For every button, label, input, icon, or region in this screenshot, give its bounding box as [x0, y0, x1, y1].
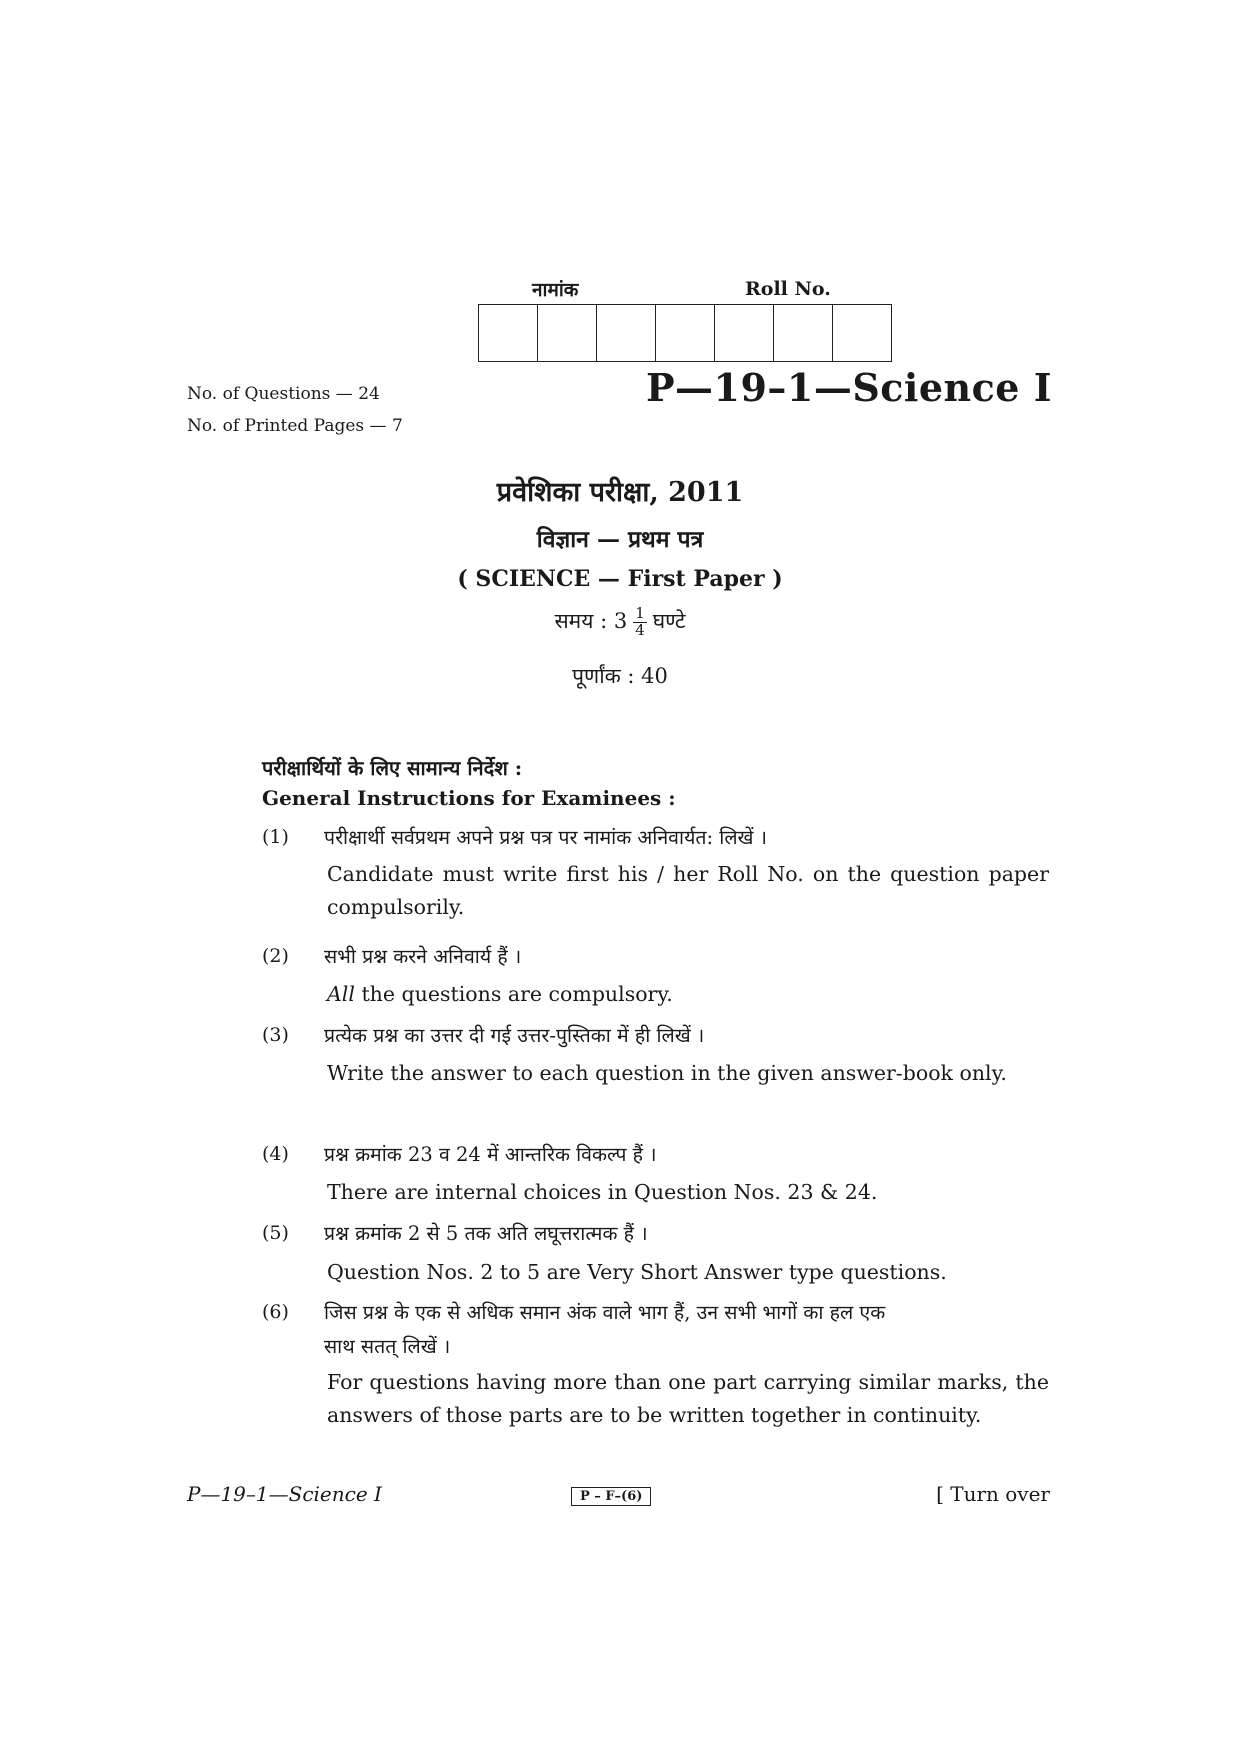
instruction-english — [327, 978, 1049, 1011]
instructions-heading-hindi: परीक्षार्थियों के लिए सामान्य निर्देश : — [262, 756, 523, 780]
exam-title: प्रवेशिका परीक्षा, 2011 — [496, 477, 744, 508]
max-marks: पूर्णांक : 40 — [572, 664, 668, 688]
time-fraction — [633, 606, 647, 639]
instruction-number: (4) — [262, 1143, 289, 1165]
roll-box[interactable] — [833, 305, 891, 361]
fraction-numerator: 1 — [635, 604, 645, 622]
roll-label-hindi: नामांक — [532, 279, 579, 301]
instruction-english: Candidate must write first his / her Roll No. on the question paper compulsorily. — [327, 862, 1049, 919]
instruction-english: There are internal choices in Question Nos. 23 & 24. — [327, 1180, 878, 1204]
roll-number-boxes — [478, 304, 892, 362]
roll-box[interactable] — [715, 305, 774, 361]
instruction-english-rest: the questions are compulsory. — [354, 982, 673, 1006]
roll-box[interactable] — [479, 305, 538, 361]
instruction-number: (1) — [262, 826, 289, 848]
instruction-number: (2) — [262, 945, 289, 967]
question-count: No. of Questions — 24 — [187, 384, 380, 404]
page-count: No. of Printed Pages — 7 — [187, 416, 403, 436]
turn-over-label: [ Turn over — [936, 1482, 1050, 1506]
footer-print-code: P – F–(6) — [571, 1487, 651, 1506]
instructions-heading-english: General Instructions for Examinees : — [262, 786, 676, 810]
instruction-number: (5) — [262, 1222, 289, 1244]
instruction-hindi: परीक्षार्थी सर्वप्रथम अपने प्रश्न पत्र पर नामांक अनिवार्यत: लिखें । — [324, 826, 768, 849]
instruction-english: Question Nos. 2 to 5 are Very Short Answer type questions. — [327, 1260, 947, 1284]
time-prefix: समय : 3 — [554, 608, 628, 633]
emphasis-text: All — [327, 982, 355, 1006]
instruction-english: Write the answer to each question in the given answer-book only. — [327, 1061, 1007, 1085]
instruction-number: (6) — [262, 1301, 289, 1323]
instruction-hindi: प्रत्येक प्रश्न का उत्तर दी गई उत्तर-पुस्तिका में ही लिखें । — [324, 1024, 705, 1047]
roll-box[interactable] — [597, 305, 656, 361]
time-suffix: घण्टे — [652, 608, 686, 633]
instruction-hindi: सभी प्रश्न करने अनिवार्य हैं । — [324, 945, 522, 968]
time-allowed — [0, 606, 1240, 639]
paper-code: P—19–1—Science I — [645, 365, 1052, 410]
fraction-denominator: 4 — [635, 620, 645, 639]
instruction-hindi: प्रश्न क्रमांक 23 व 24 में आन्तरिक विकल्प हैं । — [324, 1143, 657, 1166]
roll-box[interactable] — [538, 305, 597, 361]
roll-box[interactable] — [774, 305, 833, 361]
instruction-number: (3) — [262, 1024, 289, 1046]
subject-hindi: विज्ञान — प्रथम पत्र — [536, 526, 704, 553]
instruction-english: For questions having more than one part carrying similar marks, the answers of those parts are to be written together in continuity. — [327, 1370, 1049, 1427]
roll-label-english: Roll No. — [745, 278, 831, 300]
roll-box[interactable] — [656, 305, 715, 361]
instruction-hindi: जिस प्रश्न के एक से अधिक समान अंक वाले भाग हैं, उन सभी भागों का हल एक — [324, 1301, 886, 1324]
subject-english: ( SCIENCE — First Paper ) — [457, 566, 783, 592]
footer-paper-code: P—19–1—Science I — [187, 1482, 382, 1506]
instruction-hindi: साथ सतत् लिखें । — [324, 1335, 451, 1358]
instruction-hindi: प्रश्न क्रमांक 2 से 5 तक अति लघूत्तरात्मक हैं । — [324, 1222, 648, 1245]
